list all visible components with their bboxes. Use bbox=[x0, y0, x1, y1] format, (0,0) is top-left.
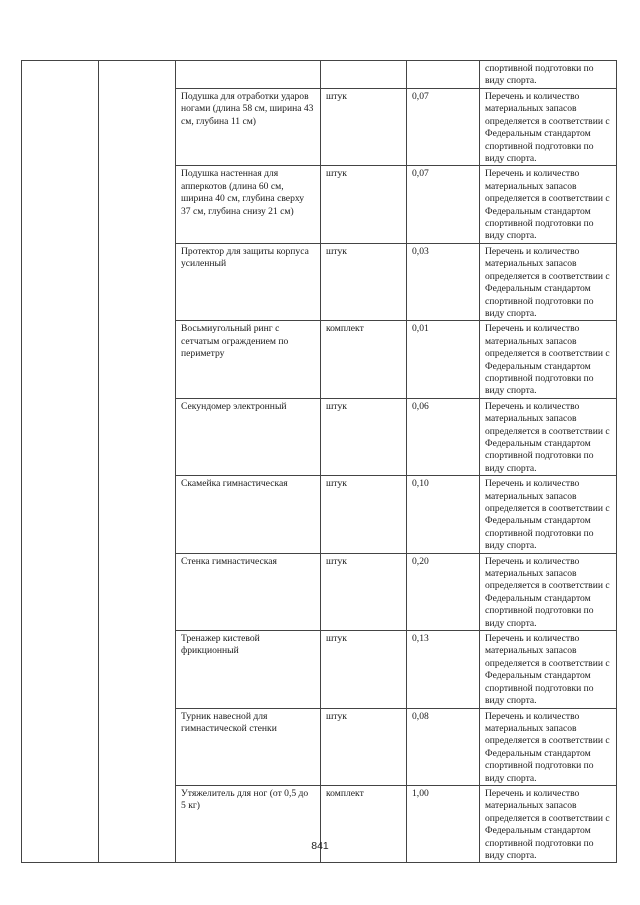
quantity-cell: 0,13 bbox=[407, 631, 480, 708]
equipment-table bbox=[21, 60, 617, 863]
quantity-cell: 0,06 bbox=[407, 398, 480, 475]
note-cell: Перечень и количество материальных запасов определяется в соответствии с Федеральным стандартом спортивной подготовки по виду спорта. bbox=[480, 476, 617, 553]
note-cell: Перечень и количество материальных запасов определяется в соответствии с Федеральным стандартом спортивной подготовки по виду спорта. bbox=[480, 89, 617, 166]
item-name-cell: Скамейка гимнастическая bbox=[176, 476, 321, 553]
unit-cell: штук bbox=[321, 166, 407, 243]
item-name-cell: Секундомер электронный bbox=[176, 398, 321, 475]
unit-cell: штук bbox=[321, 243, 407, 320]
item-name-cell: Утяжелитель для ног (от 0,5 до 5 кг) bbox=[176, 785, 321, 862]
quantity-cell: 1,00 bbox=[407, 785, 480, 862]
merged-column-2 bbox=[99, 61, 176, 863]
unit-cell: штук bbox=[321, 398, 407, 475]
note-cell: Перечень и количество материальных запасов определяется в соответствии с Федеральным стандартом спортивной подготовки по виду спорта. bbox=[480, 321, 617, 398]
note-cell: Перечень и количество материальных запасов определяется в соответствии с Федеральным стандартом спортивной подготовки по виду спорта. bbox=[480, 243, 617, 320]
quantity-cell: 0,03 bbox=[407, 243, 480, 320]
item-name-cell: Стенка гимнастическая bbox=[176, 553, 321, 630]
quantity-cell: 0,07 bbox=[407, 89, 480, 166]
note-cell: Перечень и количество материальных запасов определяется в соответствии с Федеральным стандартом спортивной подготовки по виду спорта. bbox=[480, 398, 617, 475]
note-cell: Перечень и количество материальных запасов определяется в соответствии с Федеральным стандартом спортивной подготовки по виду спорта. bbox=[480, 631, 617, 708]
unit-cell: штук bbox=[321, 89, 407, 166]
quantity-cell: 0,08 bbox=[407, 708, 480, 785]
note-cell: Перечень и количество материальных запасов определяется в соответствии с Федеральным стандартом спортивной подготовки по виду спорта. bbox=[480, 785, 617, 862]
quantity-cell: 0,07 bbox=[407, 166, 480, 243]
item-name-cell: Тренажер кистевой фрикционный bbox=[176, 631, 321, 708]
item-name-cell: Подушка настенная для апперкотов (длина 60 см, ширина 40 см, глубина сверху 37 см, глубина снизу 21 см) bbox=[176, 166, 321, 243]
item-name-cell bbox=[176, 61, 321, 89]
unit-cell bbox=[321, 61, 407, 89]
note-cell: Перечень и количество материальных запасов определяется в соответствии с Федеральным стандартом спортивной подготовки по виду спорта. bbox=[480, 708, 617, 785]
unit-cell: комплект bbox=[321, 321, 407, 398]
unit-cell: комплект bbox=[321, 785, 407, 862]
note-cell: Перечень и количество материальных запасов определяется в соответствии с Федеральным стандартом спортивной подготовки по виду спорта. bbox=[480, 166, 617, 243]
quantity-cell bbox=[407, 61, 480, 89]
unit-cell: штук bbox=[321, 476, 407, 553]
note-cell: спортивной подготовки по виду спорта. bbox=[480, 61, 617, 89]
note-cell: Перечень и количество материальных запасов определяется в соответствии с Федеральным стандартом спортивной подготовки по виду спорта. bbox=[480, 553, 617, 630]
unit-cell: штук bbox=[321, 708, 407, 785]
item-name-cell: Турник навесной для гимнастической стенки bbox=[176, 708, 321, 785]
page-number: 841 bbox=[311, 840, 329, 852]
table-row bbox=[22, 61, 617, 89]
merged-column-1 bbox=[22, 61, 99, 863]
unit-cell: штук bbox=[321, 631, 407, 708]
item-name-cell: Протектор для защиты корпуса усиленный bbox=[176, 243, 321, 320]
quantity-cell: 0,01 bbox=[407, 321, 480, 398]
item-name-cell: Подушка для отработки ударов ногами (длина 58 см, ширина 43 см, глубина 11 см) bbox=[176, 89, 321, 166]
unit-cell: штук bbox=[321, 553, 407, 630]
quantity-cell: 0,20 bbox=[407, 553, 480, 630]
quantity-cell: 0,10 bbox=[407, 476, 480, 553]
item-name-cell: Восьмиугольный ринг с сетчатым ограждением по периметру bbox=[176, 321, 321, 398]
